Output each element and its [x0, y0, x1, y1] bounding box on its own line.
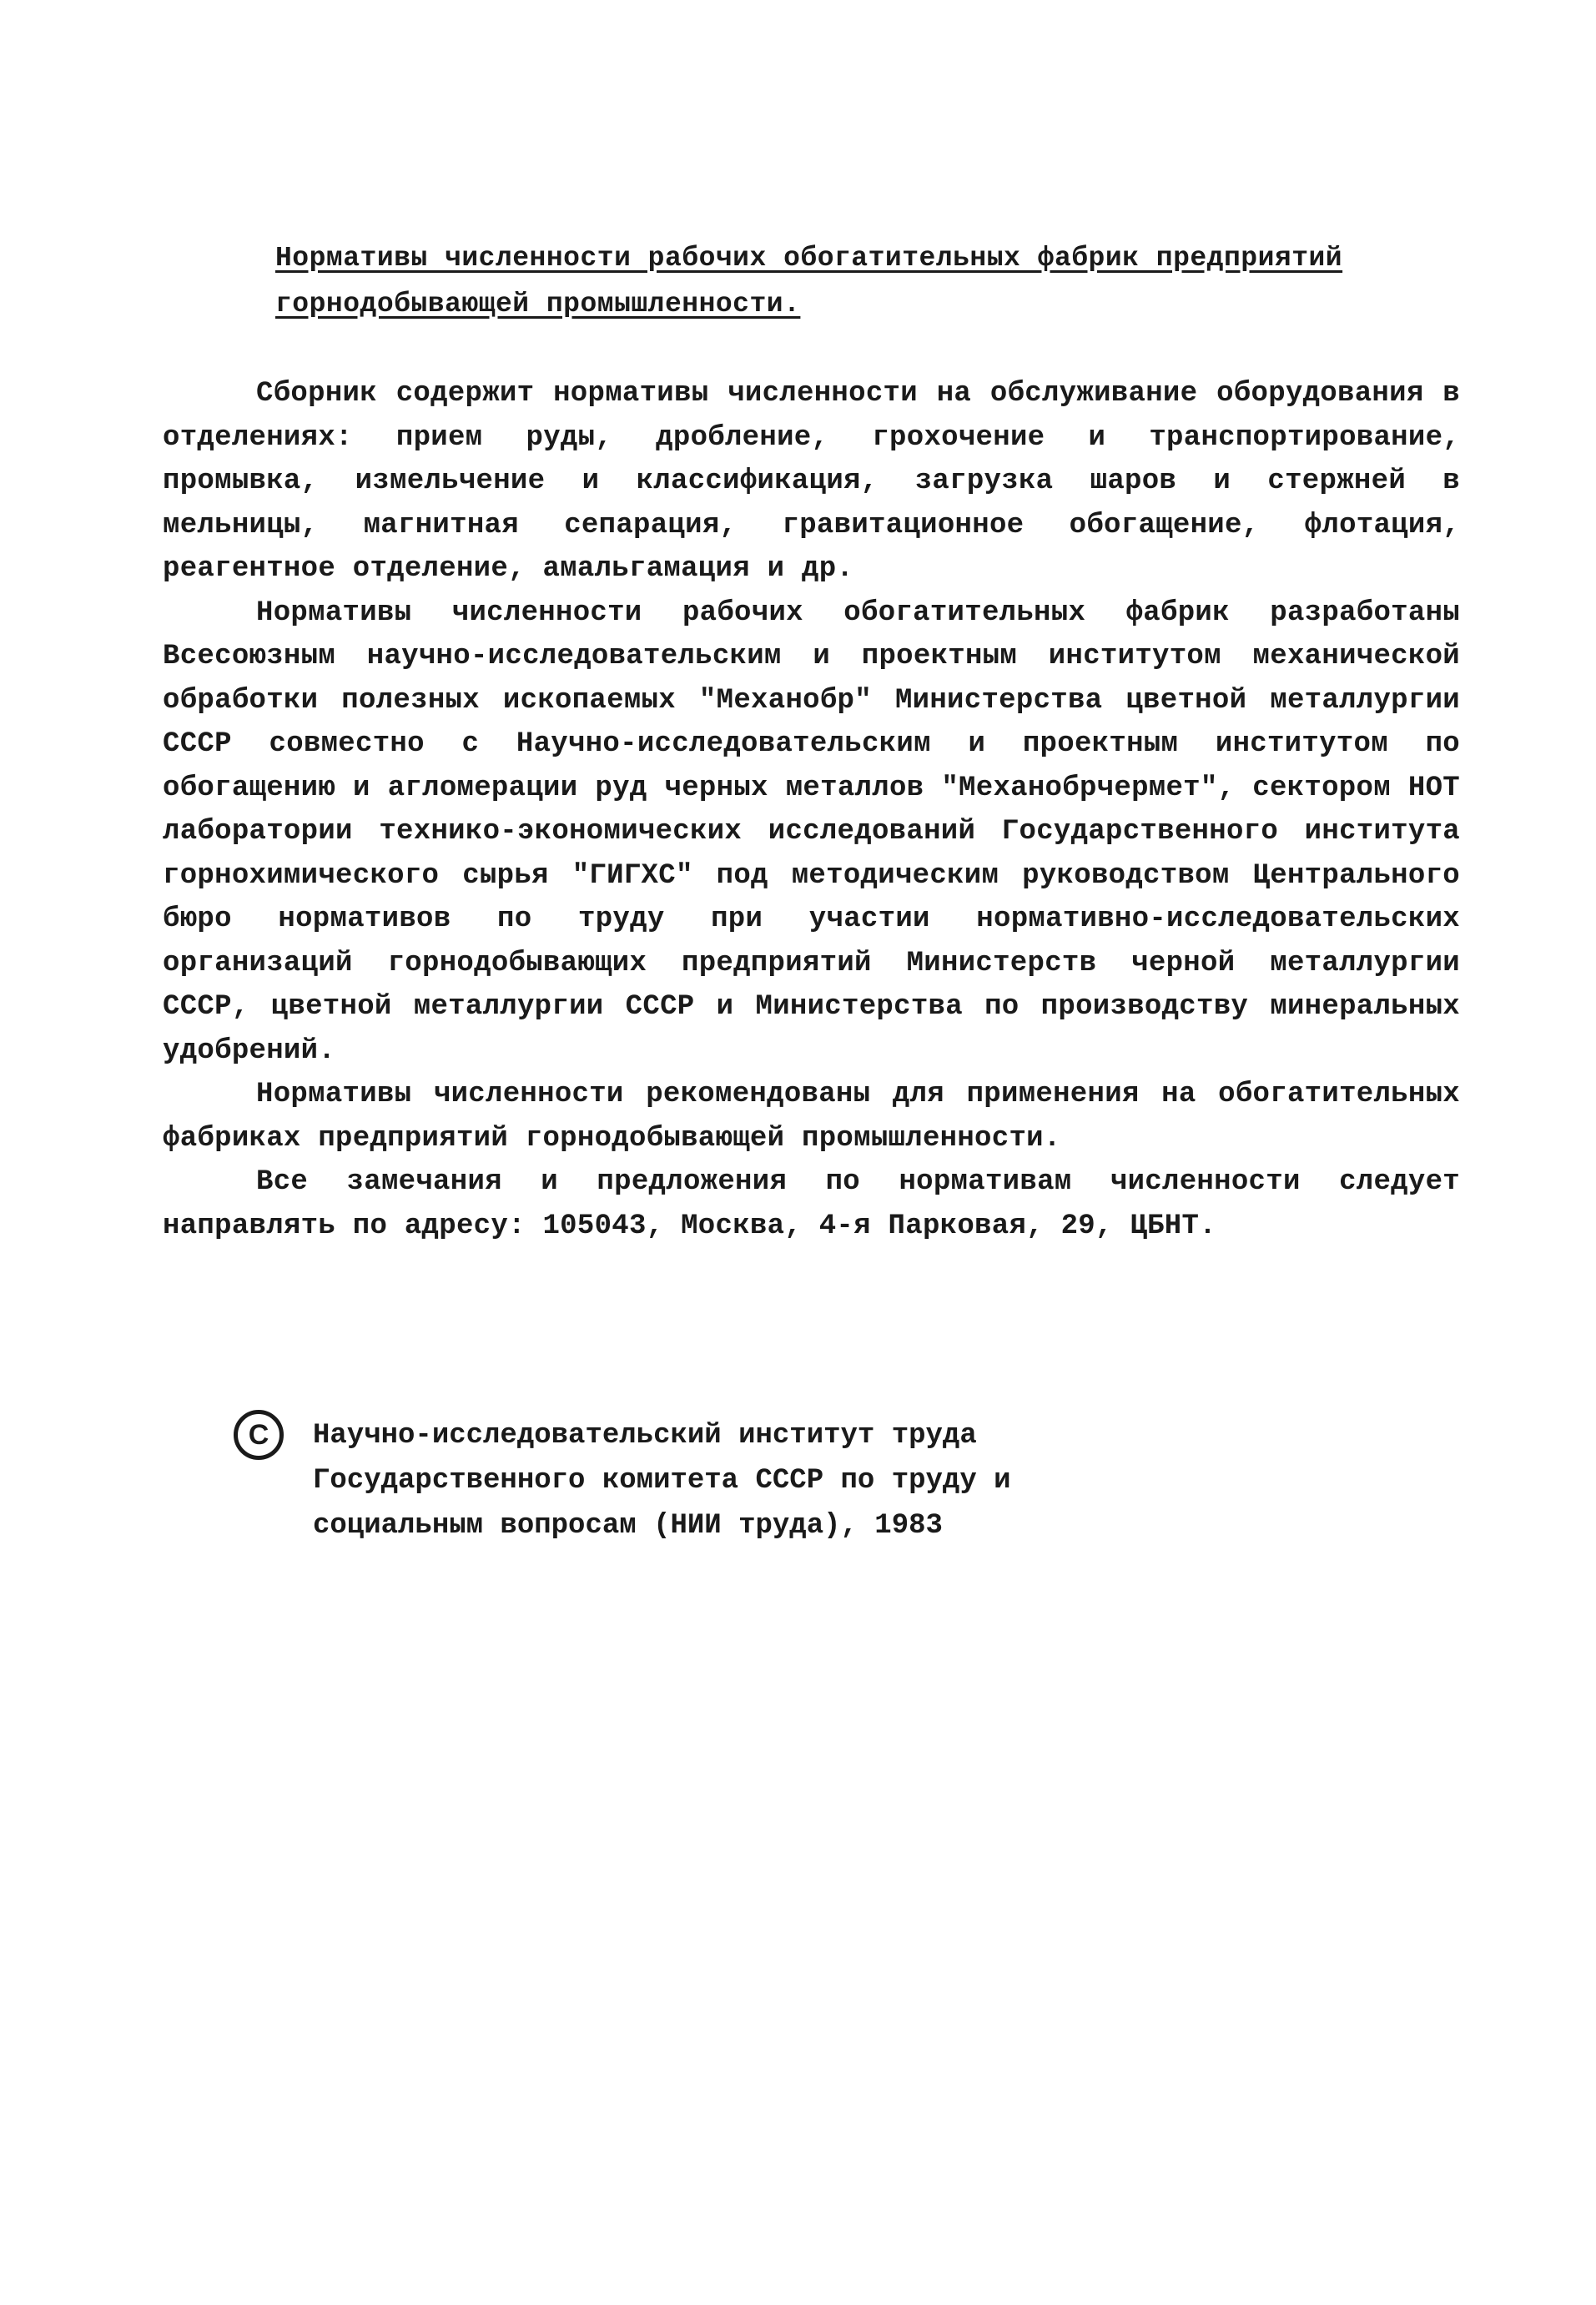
paragraph-address: Все замечания и предложения по нормативам численности следует направлять по адресу: 105043, Москва, 4-я Парковая, 29, ЦБНТ. [163, 1166, 1460, 1242]
document-title: Нормативы численности рабочих обогатительных фабрик предприятий горнодобывающей промышленности. [275, 243, 1343, 320]
copyright-line: Государственного комитета СССР по труду и [313, 1465, 1011, 1497]
paragraph-developers: Нормативы численности рабочих обогатительных фабрик разработаны Всесоюзным научно-исследовательским и проектным институтом механической обработки полезных ископаемых "Механобр" Министерства цветной металлургии СССР совместно с Научно-исследовательским и проектным институтом по обогащению и агломерации руд черных металлов "Механобрчермет", сектором НОТ лаборатории технико-экономических исследований Государственного института горнохимического сырья "ГИГХС" под методическим руководством Центрального бюро нормативов по труду при участии нормативно-исследовательских организаций горнодобывающих предприятий Министерств черной металлургии СССР, цветной металлургии СССР и Министерства по производству минеральных удобрений. [163, 596, 1460, 1067]
copyright-line: социальным вопросам (НИИ труда), 1983 [313, 1510, 943, 1542]
paragraph-recommendation: Нормативы численности рекомендованы для применения на обогатительных фабриках предприятий горнодобывающей промышленности. [163, 1079, 1460, 1155]
copyright-line: Научно-исследовательский институт труда [313, 1420, 977, 1452]
document-body [163, 372, 1460, 1248]
copyright-icon: С [234, 1410, 284, 1460]
copyright-text [313, 1413, 1231, 1548]
paragraph-contents: Сборник содержит нормативы численности на обслуживание оборудования в отделениях: прием руды, дробление, грохочение и транспортирование, промывка, измельчение и классификация, загрузка шаров и стержней в мельницы, магнитная сепарация, гравитационное обогащение, флотация, реагентное отделение, амальгамация и др. [163, 378, 1460, 585]
